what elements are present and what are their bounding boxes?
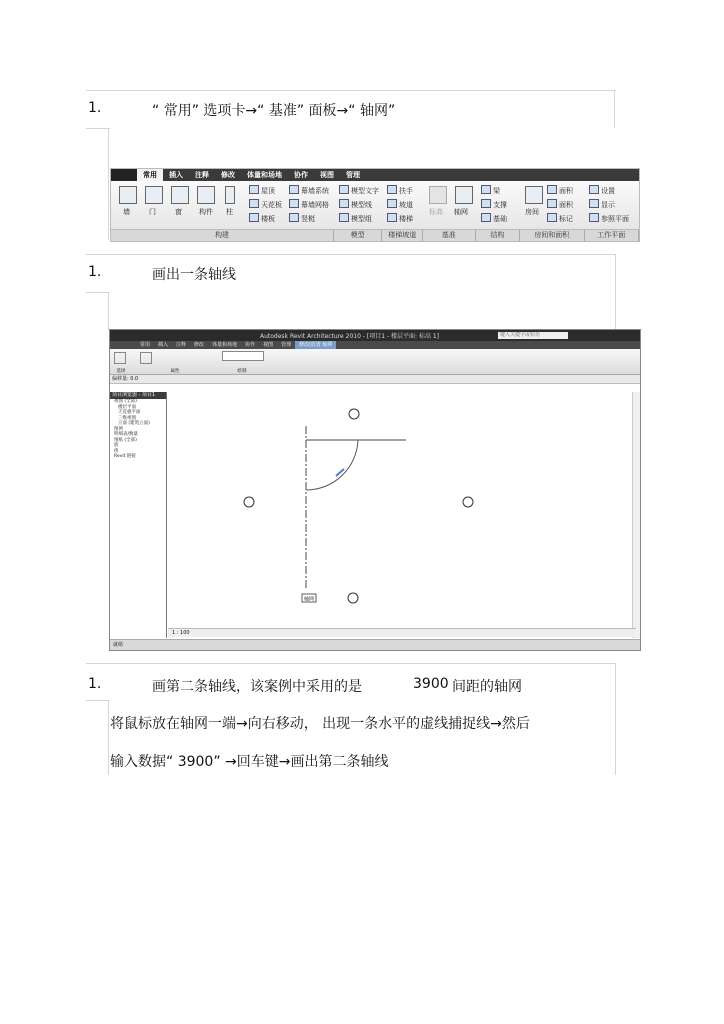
- status-bar: 就绪: [110, 639, 641, 651]
- tab-massing[interactable]: 体量和场地: [247, 171, 282, 179]
- set-tool[interactable]: 设置: [589, 185, 615, 196]
- elevation-marker-top: [349, 409, 359, 419]
- model-group-icon: [339, 213, 349, 222]
- step-3-tail: 间距的轴网: [452, 679, 522, 695]
- browser-item[interactable]: 图例: [114, 426, 123, 432]
- tab-home[interactable]: 常用: [137, 169, 163, 181]
- grid-drawing: [168, 392, 632, 628]
- component-label: 构件: [199, 208, 213, 216]
- browser-item[interactable]: 视图 (全部): [114, 399, 137, 404]
- browser-item[interactable]: 三维视图: [118, 415, 136, 421]
- revit-tab-annotate[interactable]: 注释: [176, 342, 187, 348]
- step-3-line-2: 输入数据“ 3900” →回车键→画出第二条轴线: [110, 754, 389, 770]
- panel-circulation-label[interactable]: 楼梯坡道: [382, 230, 423, 241]
- model-line-icon: [339, 199, 349, 208]
- component-icon[interactable]: [197, 186, 215, 204]
- ceiling-icon: [249, 199, 259, 208]
- project-browser-title: 项目浏览器 - 项目1: [110, 392, 166, 399]
- view-scale[interactable]: 1 : 100: [172, 630, 190, 636]
- browser-item[interactable]: Revit 链接: [114, 454, 136, 459]
- set-icon: [589, 185, 599, 194]
- draw-tools-icon[interactable]: [222, 351, 264, 361]
- elevation-marker-right: [463, 497, 473, 507]
- revit-window-screenshot: [109, 329, 641, 651]
- column-icon[interactable]: [225, 186, 235, 204]
- room-icon[interactable]: [525, 186, 543, 204]
- revit-tab-insert[interactable]: 插入: [158, 342, 169, 348]
- browser-item[interactable]: 立面 (建筑立面): [118, 421, 150, 426]
- show-icon: [589, 199, 599, 208]
- model-text-tool[interactable]: 模型文字: [339, 185, 379, 196]
- step-3-line-1: 将鼠标放在轴网一端→向右移动， 出现一条水平的虚线捕捉线→然后: [110, 716, 530, 732]
- section-3-right-line: [615, 663, 616, 775]
- step-3-text: 画第二条轴线，该案例中采用的是: [152, 679, 362, 695]
- column-label: 柱: [226, 208, 233, 216]
- level-icon[interactable]: [429, 186, 447, 204]
- window-icon[interactable]: [171, 186, 189, 204]
- show-tool[interactable]: 显示: [589, 199, 615, 210]
- window-label: 窗: [175, 208, 182, 216]
- app-menu-button[interactable]: [111, 169, 137, 181]
- revit-tab-collaborate[interactable]: 协作: [245, 342, 256, 348]
- revit-tab-massing[interactable]: 体量和场地: [212, 342, 238, 348]
- revit-tab-modify[interactable]: 修改: [194, 342, 205, 348]
- brace-tool[interactable]: 支撑: [481, 199, 507, 210]
- tab-insert[interactable]: 插入: [169, 171, 183, 179]
- angle-arc: [306, 440, 358, 490]
- stair-tool[interactable]: 楼梯: [387, 213, 413, 224]
- panel-datum-label[interactable]: 基准: [423, 230, 476, 241]
- curtain-grid-tool[interactable]: 幕墙网格: [289, 199, 329, 210]
- panel-room-area-label[interactable]: 房间和面积: [520, 230, 584, 241]
- door-icon[interactable]: [145, 186, 163, 204]
- area-boundary-tool[interactable]: 面积: [547, 199, 573, 210]
- ribbon-panel-labels: [111, 229, 639, 241]
- ref-plane-icon: [589, 213, 599, 222]
- ceiling-tool[interactable]: 天花板: [249, 199, 282, 210]
- door-label: 门: [149, 208, 156, 216]
- section-2-divider: [86, 292, 110, 293]
- curtain-grid-icon: [289, 199, 299, 208]
- revit-contextual-ribbon: [110, 349, 640, 375]
- section-1-top-line: [86, 90, 616, 91]
- step-3-number: 1.: [88, 676, 102, 692]
- ribbon-tab-bar: [111, 169, 639, 181]
- section-3-left-line: [108, 700, 109, 775]
- section-1-left-line: [108, 128, 109, 240]
- grid-icon[interactable]: [455, 186, 473, 204]
- drawing-canvas[interactable]: [168, 392, 632, 628]
- view-control-bar: [168, 628, 636, 637]
- curtain-system-tool[interactable]: 幕墙系统: [289, 185, 329, 196]
- browser-item[interactable]: 楼层平面: [118, 404, 136, 410]
- browser-item[interactable]: 组: [114, 448, 119, 454]
- browser-item[interactable]: 图纸 (全部): [114, 437, 137, 443]
- model-line-tool[interactable]: 模型线: [339, 199, 372, 210]
- area-tool[interactable]: 面积: [547, 185, 573, 196]
- panel-model-label[interactable]: 模型: [334, 230, 383, 241]
- ribbon-body: [111, 181, 639, 229]
- mullion-icon: [289, 213, 299, 222]
- roof-icon: [249, 185, 259, 194]
- mullion-tool[interactable]: 竖梃: [289, 213, 315, 224]
- browser-item[interactable]: 天花板平面: [118, 410, 141, 415]
- revit-ribbon-screenshot: [110, 168, 640, 242]
- browser-item[interactable]: 族: [114, 443, 119, 448]
- beam-tool[interactable]: 梁: [481, 185, 500, 196]
- ramp-tool[interactable]: 坡道: [387, 199, 413, 210]
- revit-options-bar[interactable]: 偏移量: 0.0: [110, 375, 640, 384]
- select-icon[interactable]: [114, 352, 126, 364]
- foundation-tool[interactable]: 基础: [481, 213, 507, 224]
- revit-panel-draw: 绘制: [237, 369, 247, 374]
- project-browser: [110, 392, 167, 638]
- curtain-system-icon: [289, 185, 299, 194]
- revit-search-input[interactable]: 键入关键字或短语: [498, 332, 568, 339]
- properties-icon[interactable]: [140, 352, 152, 364]
- area-icon: [547, 185, 557, 194]
- railing-icon: [387, 185, 397, 194]
- ref-plane-tool[interactable]: 参照平面: [589, 213, 629, 224]
- revit-tab-home[interactable]: 常用: [140, 342, 151, 348]
- brace-icon: [481, 199, 491, 208]
- elevation-marker-bottom: [348, 593, 358, 603]
- area-boundary-icon: [547, 199, 557, 208]
- model-text-icon: [339, 185, 349, 194]
- grid-label: 轴网: [454, 208, 468, 216]
- wall-icon[interactable]: [119, 186, 137, 204]
- section-2-right-line: [615, 254, 616, 330]
- panel-workplane-label[interactable]: 工作平面: [585, 230, 639, 241]
- section-1-divider: [86, 128, 110, 129]
- revit-window-title: Autodesk Revit Architecture 2010 - [项目1 - 楼层平面: 标高 1]: [260, 333, 440, 340]
- section-2-top-line: [86, 254, 616, 255]
- revit-titlebar: [110, 330, 640, 341]
- wall-label: 墙: [123, 208, 130, 216]
- revit-tab-place-grid[interactable]: 修改|放置 轴网: [295, 341, 336, 349]
- panel-structure-label[interactable]: 结构: [476, 230, 521, 241]
- section-3-divider: [86, 700, 110, 701]
- step-1-text: “ 常用” 选项卡→“ 基准” 面板→“ 轴网”: [152, 103, 396, 119]
- tag-tool[interactable]: 标记: [547, 213, 573, 224]
- ramp-icon: [387, 199, 397, 208]
- tag-icon: [547, 213, 557, 222]
- step-1-number: 1.: [88, 100, 102, 116]
- tab-annotate[interactable]: 注释: [195, 171, 209, 179]
- panel-build-label[interactable]: 构建: [111, 230, 334, 241]
- revit-tab-bar: [110, 341, 640, 349]
- roof-tool[interactable]: 屋顶: [249, 185, 275, 196]
- level-label: 标高: [429, 208, 443, 216]
- tab-collaborate[interactable]: 协作: [294, 171, 308, 179]
- revit-tab-view[interactable]: 视图: [263, 342, 274, 348]
- elevation-marker-left: [244, 497, 254, 507]
- tab-view[interactable]: 视图: [320, 171, 334, 179]
- floor-tool[interactable]: 楼板: [249, 213, 275, 224]
- revit-panel-select: 选择: [116, 369, 126, 374]
- section-3-top-line: [86, 663, 616, 664]
- beam-icon: [481, 185, 491, 194]
- stair-icon: [387, 213, 397, 222]
- room-label: 房间: [525, 208, 539, 216]
- grid-label: 轴网: [304, 596, 315, 603]
- foundation-icon: [481, 213, 491, 222]
- tab-modify[interactable]: 修改: [221, 171, 235, 179]
- floor-icon: [249, 213, 259, 222]
- model-group-tool[interactable]: 模型组: [339, 213, 372, 224]
- step-3-value: 3900: [413, 676, 449, 692]
- revit-panel-properties: 属性: [170, 369, 180, 374]
- revit-tab-manage[interactable]: 管理: [281, 342, 292, 348]
- browser-item[interactable]: 明细表/数量: [114, 432, 139, 437]
- railing-tool[interactable]: 扶手: [387, 185, 413, 196]
- section-2-left-line: [108, 292, 109, 330]
- step-2-text: 画出一条轴线: [152, 267, 236, 283]
- canvas-vertical-scrollbar[interactable]: [632, 392, 640, 638]
- step-2-number: 1.: [88, 264, 102, 280]
- tab-manage[interactable]: 管理: [346, 171, 360, 179]
